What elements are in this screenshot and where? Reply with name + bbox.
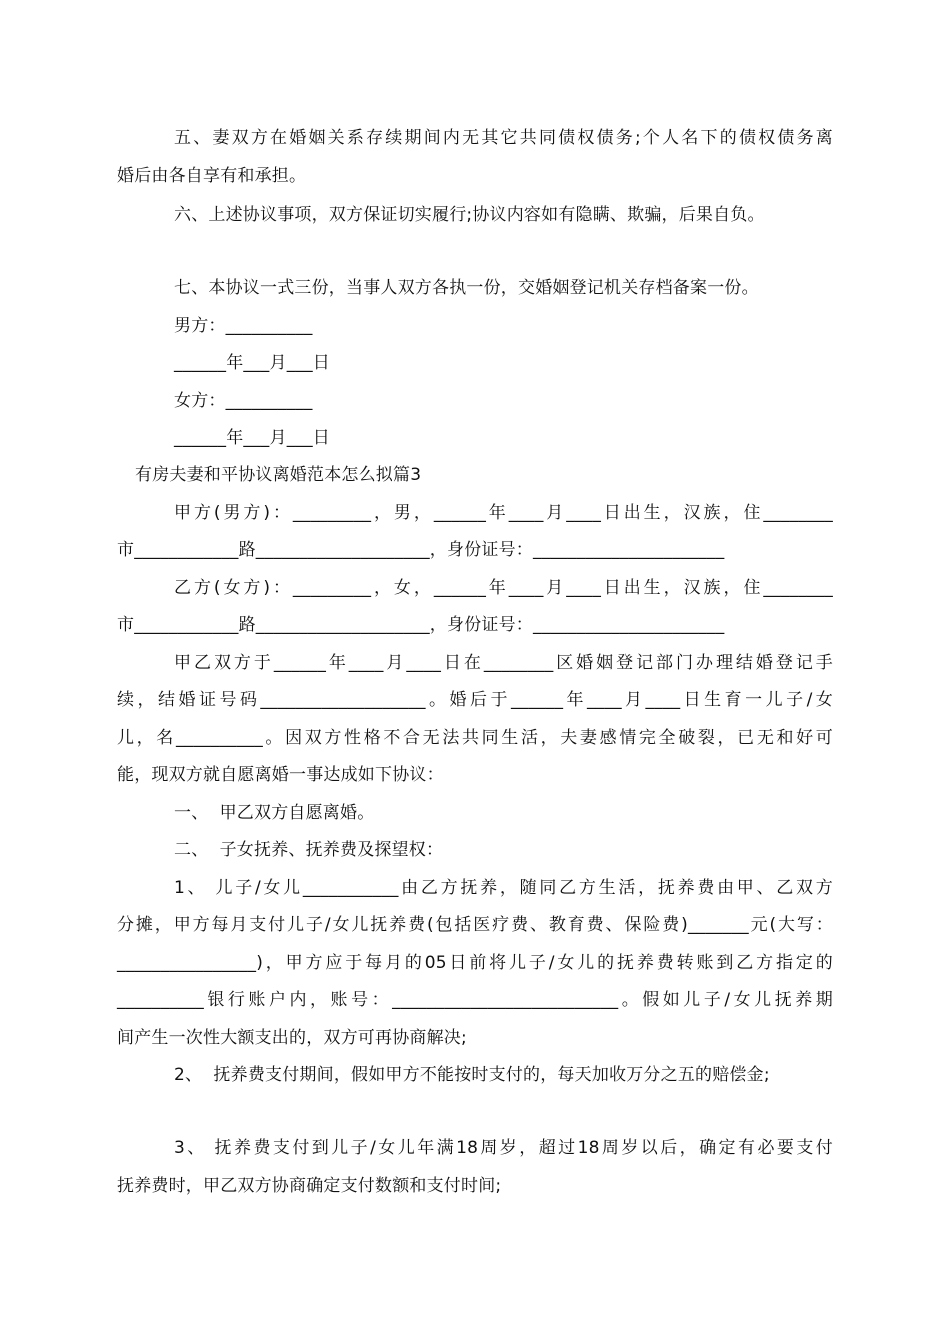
female-party-date: ______年___月___日 <box>174 428 330 448</box>
preamble-line-3: 儿，名__________。因双方性格不合无法共同生活，夫妻感情完全破裂，已无和好可 <box>117 728 833 748</box>
party-a-line-2: 市____________路____________________，身份证号：______________________ <box>117 540 725 560</box>
clause-6: 六、上述协议事项，双方保证切实履行;协议内容如有隐瞒、欺骗，后果自负。 <box>174 205 765 225</box>
male-party-signature: 男方：__________ <box>174 316 313 336</box>
item-3-line-1: 3、 抚养费支付到儿子/女儿年满18周岁，超过18周岁以后，确定有必要支付 <box>174 1138 833 1158</box>
item-1-line-1: 1、 儿子/女儿___________由乙方抚养，随同乙方生活，抚养费由甲、乙双方 <box>174 878 833 898</box>
item-1-line-3: ________________)，甲方应于每月的05日前将儿子/女儿的抚养费转账到乙方指定的 <box>117 953 833 973</box>
clause-5-line-1: 五、妻双方在婚姻关系存续期间内无其它共同债权债务;个人名下的债权债务离 <box>174 128 833 148</box>
item-2: 2、 抚养费支付期间，假如甲方不能按时支付的，每天加收万分之五的赔偿金; <box>174 1065 770 1085</box>
female-party-signature: 女方：__________ <box>174 391 313 411</box>
item-3-line-2: 抚养费时，甲乙双方协商确定支付数额和支付时间; <box>117 1176 502 1196</box>
clause-5-line-2: 婚后由各自享有和承担。 <box>117 166 307 186</box>
section-heading: 有房夫妻和平协议离婚范本怎么拟篇3 <box>135 465 422 485</box>
clause-7: 七、本协议一式三份，当事人双方各执一份，交婚姻登记机关存档备案一份。 <box>174 278 759 298</box>
preamble-line-1: 甲乙双方于______年____月____日在________区婚姻登记部门办理结婚登记手 <box>174 653 833 673</box>
preamble-line-2: 续，结婚证号码___________________。婚后于______年____月____日生育一儿子/女 <box>117 690 833 710</box>
article-1: 一、 甲乙双方自愿离婚。 <box>174 803 375 823</box>
party-a-line-1: 甲方(男方)：_________，男，______年____月____日出生，汉族，住________ <box>174 503 833 523</box>
male-party-date: ______年___月___日 <box>174 353 330 373</box>
item-1-line-2: 分摊，甲方每月支付儿子/女儿抚养费(包括医疗费、教育费、保险费)_______元(大写： <box>117 915 833 935</box>
preamble-line-4: 能，现双方就自愿离婚一事达成如下协议： <box>117 765 444 785</box>
party-b-line-2: 市____________路____________________，身份证号：______________________ <box>117 615 725 635</box>
item-1-line-4: __________银行账户内，账号：__________________________。假如儿子/女儿抚养期 <box>117 990 833 1010</box>
article-2-heading: 二、 子女抚养、抚养费及探望权： <box>174 840 444 860</box>
item-1-line-5: 间产生一次性大额支出的，双方可再协商解决; <box>117 1028 467 1048</box>
party-b-line-1: 乙方(女方)：_________，女，______年____月____日出生，汉族，住________ <box>174 578 833 598</box>
